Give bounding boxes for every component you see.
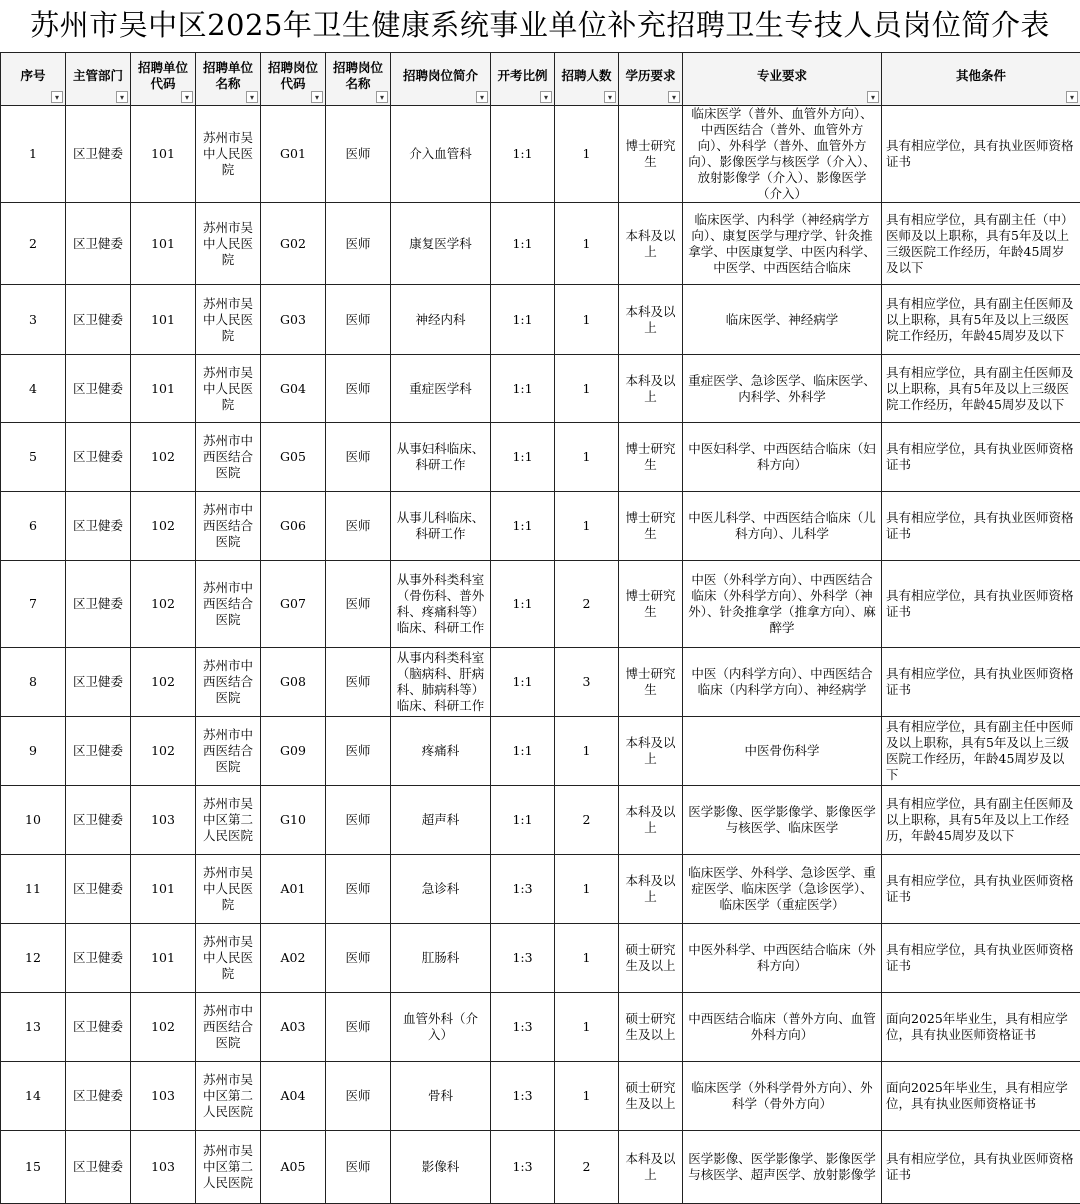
cell-ratio[interactable]: 1:1 bbox=[491, 423, 555, 492]
cell-major[interactable]: 临床医学（外科学骨外方向）、外科学（骨外方向） bbox=[683, 1062, 882, 1131]
cell-post-code[interactable]: G07 bbox=[261, 561, 326, 648]
header-intro bbox=[391, 53, 491, 106]
cell-intro[interactable]: 骨科 bbox=[391, 1062, 491, 1131]
cell-unit-name[interactable]: 苏州市吴中人民医院 bbox=[196, 924, 261, 993]
cell-count[interactable]: 1 bbox=[555, 855, 619, 924]
cell-post-code[interactable]: A01 bbox=[261, 855, 326, 924]
header-row bbox=[1, 53, 1080, 106]
cell-unit-name[interactable]: 苏州市中西医结合医院 bbox=[196, 993, 261, 1062]
cell-other[interactable]: 具有相应学位，具有执业医师资格证书 bbox=[882, 855, 1080, 924]
cell-post-name[interactable]: 医师 bbox=[326, 924, 391, 993]
cell-count[interactable]: 1 bbox=[555, 993, 619, 1062]
header-label: 学历要求 bbox=[623, 68, 678, 84]
cell-unit-name[interactable]: 苏州市中西医结合医院 bbox=[196, 423, 261, 492]
cell-major[interactable]: 中医外科学、中西医结合临床（外科方向） bbox=[683, 924, 882, 993]
cell-post-name[interactable]: 医师 bbox=[326, 1131, 391, 1204]
cell-major[interactable]: 医学影像、医学影像学、影像医学与核医学、临床医学 bbox=[683, 786, 882, 855]
cell-edu[interactable]: 本科及以上 bbox=[619, 1131, 683, 1204]
cell-count[interactable]: 3 bbox=[555, 648, 619, 717]
cell-unit-code[interactable]: 102 bbox=[131, 492, 196, 561]
cell-edu[interactable]: 硕士研究生及以上 bbox=[619, 924, 683, 993]
cell-count[interactable]: 1 bbox=[555, 1062, 619, 1131]
cell-post-code[interactable]: G03 bbox=[261, 285, 326, 355]
cell-major[interactable]: 中医骨伤科学 bbox=[683, 717, 882, 786]
table-row bbox=[1, 492, 1080, 561]
header-label: 招聘岗位简介 bbox=[395, 68, 486, 84]
cell-unit-code[interactable]: 102 bbox=[131, 423, 196, 492]
filter-dropdown-icon[interactable]: ▾ bbox=[116, 91, 128, 103]
cell-other[interactable]: 具有相应学位，具有执业医师资格证书 bbox=[882, 106, 1080, 203]
cell-edu[interactable]: 本科及以上 bbox=[619, 355, 683, 423]
cell-post-name[interactable]: 医师 bbox=[326, 203, 391, 285]
cell-post-name[interactable]: 医师 bbox=[326, 561, 391, 648]
cell-edu[interactable]: 博士研究生 bbox=[619, 492, 683, 561]
cell-no[interactable]: 10 bbox=[1, 786, 66, 855]
cell-no[interactable]: 13 bbox=[1, 993, 66, 1062]
table-row bbox=[1, 355, 1080, 423]
cell-unit-name[interactable]: 苏州市吴中人民医院 bbox=[196, 106, 261, 203]
cell-major[interactable]: 中医（外科学方向）、中西医结合临床（外科学方向）、外科学（神外）、针灸推拿学（推拿方向）、麻醉学 bbox=[683, 561, 882, 648]
table-row bbox=[1, 423, 1080, 492]
cell-post-code[interactable]: G09 bbox=[261, 717, 326, 786]
cell-post-name[interactable]: 医师 bbox=[326, 106, 391, 203]
cell-intro[interactable]: 神经内科 bbox=[391, 285, 491, 355]
table-row bbox=[1, 1131, 1080, 1204]
cell-post-name[interactable]: 医师 bbox=[326, 1062, 391, 1131]
filter-dropdown-icon[interactable]: ▾ bbox=[1066, 91, 1078, 103]
cell-count[interactable]: 2 bbox=[555, 1131, 619, 1204]
header-label: 招聘人数 bbox=[559, 68, 614, 84]
cell-intro[interactable]: 肛肠科 bbox=[391, 924, 491, 993]
cell-no[interactable]: 9 bbox=[1, 717, 66, 786]
header-label: 招聘单位名称 bbox=[200, 60, 256, 92]
cell-post-code[interactable]: G02 bbox=[261, 203, 326, 285]
cell-count[interactable]: 2 bbox=[555, 561, 619, 648]
cell-post-name[interactable]: 医师 bbox=[326, 993, 391, 1062]
header-count bbox=[555, 53, 619, 106]
cell-intro[interactable]: 从事妇科临床、科研工作 bbox=[391, 423, 491, 492]
cell-ratio[interactable]: 1:1 bbox=[491, 106, 555, 203]
recruitment-table bbox=[0, 52, 1080, 1204]
cell-post-code[interactable]: A04 bbox=[261, 1062, 326, 1131]
cell-count[interactable]: 2 bbox=[555, 786, 619, 855]
table-row bbox=[1, 993, 1080, 1062]
cell-other[interactable]: 具有相应学位，具有副主任医师及以上职称，具有5年及以上三级医院工作经历，年龄45周岁及以下 bbox=[882, 355, 1080, 423]
cell-intro[interactable]: 从事儿科临床、科研工作 bbox=[391, 492, 491, 561]
cell-intro[interactable]: 重症医学科 bbox=[391, 355, 491, 423]
cell-other[interactable]: 面向2025年毕业生，具有相应学位，具有执业医师资格证书 bbox=[882, 1062, 1080, 1131]
filter-dropdown-icon[interactable]: ▾ bbox=[51, 91, 63, 103]
cell-intro[interactable]: 影像科 bbox=[391, 1131, 491, 1204]
cell-dept[interactable]: 区卫健委 bbox=[66, 1131, 131, 1204]
cell-major[interactable]: 临床医学、内科学（神经病学方向）、康复医学与理疗学、针灸推拿学、中医康复学、中医内科学、中医学、中西医结合临床 bbox=[683, 203, 882, 285]
filter-dropdown-icon[interactable]: ▾ bbox=[376, 91, 388, 103]
cell-no[interactable]: 15 bbox=[1, 1131, 66, 1204]
cell-unit-name[interactable]: 苏州市中西医结合医院 bbox=[196, 561, 261, 648]
cell-other[interactable]: 具有相应学位，具有执业医师资格证书 bbox=[882, 924, 1080, 993]
cell-unit-code[interactable]: 101 bbox=[131, 355, 196, 423]
cell-post-name[interactable]: 医师 bbox=[326, 855, 391, 924]
cell-dept[interactable]: 区卫健委 bbox=[66, 717, 131, 786]
cell-post-code[interactable]: G05 bbox=[261, 423, 326, 492]
table-row bbox=[1, 924, 1080, 993]
cell-post-code[interactable]: G01 bbox=[261, 106, 326, 203]
cell-major[interactable]: 医学影像、医学影像学、影像医学与核医学、超声医学、放射影像学 bbox=[683, 1131, 882, 1204]
header-unit-name bbox=[196, 53, 261, 106]
table-row bbox=[1, 106, 1080, 203]
cell-other[interactable]: 具有相应学位，具有执业医师资格证书 bbox=[882, 561, 1080, 648]
cell-no[interactable]: 7 bbox=[1, 561, 66, 648]
cell-unit-code[interactable]: 101 bbox=[131, 285, 196, 355]
cell-ratio[interactable]: 1:3 bbox=[491, 855, 555, 924]
cell-unit-name[interactable]: 苏州市吴中人民医院 bbox=[196, 285, 261, 355]
cell-dept[interactable]: 区卫健委 bbox=[66, 355, 131, 423]
cell-major[interactable]: 临床医学、外科学、急诊医学、重症医学、临床医学（急诊医学）、临床医学（重症医学） bbox=[683, 855, 882, 924]
cell-ratio[interactable]: 1:1 bbox=[491, 648, 555, 717]
cell-post-code[interactable]: A02 bbox=[261, 924, 326, 993]
page-title: 苏州市吴中区2025年卫生健康系统事业单位补充招聘卫生专技人员岗位简介表 bbox=[0, 0, 1080, 50]
cell-post-code[interactable]: G10 bbox=[261, 786, 326, 855]
cell-edu[interactable]: 博士研究生 bbox=[619, 561, 683, 648]
cell-other[interactable]: 具有相应学位，具有执业医师资格证书 bbox=[882, 492, 1080, 561]
cell-edu[interactable]: 博士研究生 bbox=[619, 648, 683, 717]
cell-ratio[interactable]: 1:1 bbox=[491, 492, 555, 561]
cell-no[interactable]: 12 bbox=[1, 924, 66, 993]
cell-unit-name[interactable]: 苏州市吴中区第二人民医院 bbox=[196, 1131, 261, 1204]
cell-no[interactable]: 8 bbox=[1, 648, 66, 717]
cell-unit-code[interactable]: 103 bbox=[131, 1062, 196, 1131]
cell-ratio[interactable]: 1:1 bbox=[491, 561, 555, 648]
cell-unit-name[interactable]: 苏州市中西医结合医院 bbox=[196, 492, 261, 561]
cell-dept[interactable]: 区卫健委 bbox=[66, 648, 131, 717]
cell-post-name[interactable]: 医师 bbox=[326, 717, 391, 786]
cell-edu[interactable]: 博士研究生 bbox=[619, 423, 683, 492]
cell-unit-code[interactable]: 103 bbox=[131, 786, 196, 855]
cell-major[interactable]: 中医（内科学方向）、中西医结合临床（内科学方向）、神经病学 bbox=[683, 648, 882, 717]
cell-no[interactable]: 2 bbox=[1, 203, 66, 285]
cell-count[interactable]: 1 bbox=[555, 492, 619, 561]
cell-intro[interactable]: 急诊科 bbox=[391, 855, 491, 924]
cell-dept[interactable]: 区卫健委 bbox=[66, 492, 131, 561]
filter-dropdown-icon[interactable]: ▾ bbox=[246, 91, 258, 103]
cell-no[interactable]: 1 bbox=[1, 106, 66, 203]
filter-dropdown-icon[interactable]: ▾ bbox=[476, 91, 488, 103]
cell-unit-code[interactable]: 101 bbox=[131, 924, 196, 993]
cell-unit-code[interactable]: 102 bbox=[131, 717, 196, 786]
cell-intro[interactable]: 疼痛科 bbox=[391, 717, 491, 786]
table-row bbox=[1, 285, 1080, 355]
header-edu bbox=[619, 53, 683, 106]
filter-dropdown-icon[interactable]: ▾ bbox=[181, 91, 193, 103]
cell-post-name[interactable]: 医师 bbox=[326, 355, 391, 423]
cell-dept[interactable]: 区卫健委 bbox=[66, 203, 131, 285]
header-label: 开考比例 bbox=[495, 68, 550, 84]
cell-count[interactable]: 1 bbox=[555, 355, 619, 423]
table-row bbox=[1, 561, 1080, 648]
cell-other[interactable]: 具有相应学位，具有副主任中医师及以上职称，具有5年及以上三级医院工作经历，年龄45周岁及以下 bbox=[882, 717, 1080, 786]
cell-dept[interactable]: 区卫健委 bbox=[66, 786, 131, 855]
cell-other[interactable]: 具有相应学位，具有副主任医师及以上职称，具有5年及以上工作经历，年龄45周岁及以下 bbox=[882, 786, 1080, 855]
cell-no[interactable]: 14 bbox=[1, 1062, 66, 1131]
cell-other[interactable]: 具有相应学位，具有副主任（中）医师及以上职称，具有5年及以上三级医院工作经历，年龄45周岁及以下 bbox=[882, 203, 1080, 285]
header-label: 招聘岗位代码 bbox=[265, 60, 321, 92]
table-row bbox=[1, 855, 1080, 924]
header-label: 招聘岗位名称 bbox=[330, 60, 386, 92]
cell-other[interactable]: 具有相应学位，具有执业医师资格证书 bbox=[882, 1131, 1080, 1204]
cell-edu[interactable]: 本科及以上 bbox=[619, 786, 683, 855]
table-row bbox=[1, 203, 1080, 285]
cell-edu[interactable]: 本科及以上 bbox=[619, 717, 683, 786]
cell-intro[interactable]: 康复医学科 bbox=[391, 203, 491, 285]
header-ratio bbox=[491, 53, 555, 106]
cell-post-name[interactable]: 医师 bbox=[326, 786, 391, 855]
filter-dropdown-icon[interactable]: ▾ bbox=[668, 91, 680, 103]
cell-count[interactable]: 1 bbox=[555, 717, 619, 786]
cell-unit-code[interactable]: 101 bbox=[131, 203, 196, 285]
cell-count[interactable]: 1 bbox=[555, 203, 619, 285]
cell-post-code[interactable]: G08 bbox=[261, 648, 326, 717]
cell-other[interactable]: 面向2025年毕业生，具有相应学位，具有执业医师资格证书 bbox=[882, 993, 1080, 1062]
cell-ratio[interactable]: 1:3 bbox=[491, 993, 555, 1062]
cell-edu[interactable]: 本科及以上 bbox=[619, 855, 683, 924]
table-row bbox=[1, 786, 1080, 855]
cell-edu[interactable]: 本科及以上 bbox=[619, 285, 683, 355]
table-row bbox=[1, 1062, 1080, 1131]
cell-count[interactable]: 1 bbox=[555, 285, 619, 355]
cell-no[interactable]: 11 bbox=[1, 855, 66, 924]
cell-other[interactable]: 具有相应学位，具有执业医师资格证书 bbox=[882, 648, 1080, 717]
cell-unit-code[interactable]: 101 bbox=[131, 106, 196, 203]
cell-edu[interactable]: 博士研究生 bbox=[619, 106, 683, 203]
cell-ratio[interactable]: 1:1 bbox=[491, 786, 555, 855]
cell-dept[interactable]: 区卫健委 bbox=[66, 924, 131, 993]
cell-post-name[interactable]: 医师 bbox=[326, 285, 391, 355]
cell-edu[interactable]: 本科及以上 bbox=[619, 203, 683, 285]
cell-count[interactable]: 1 bbox=[555, 106, 619, 203]
cell-no[interactable]: 5 bbox=[1, 423, 66, 492]
cell-intro[interactable]: 血管外科（介入） bbox=[391, 993, 491, 1062]
cell-major[interactable]: 临床医学（普外、血管外方向）、中西医结合（普外、血管外方向）、外科学（普外、血管外方向）、影像医学与核医学（介入）、放射影像学（介入）、影像医学（介入） bbox=[683, 106, 882, 203]
cell-major[interactable]: 中医儿科学、中西医结合临床（儿科方向）、儿科学 bbox=[683, 492, 882, 561]
cell-post-name[interactable]: 医师 bbox=[326, 492, 391, 561]
cell-post-name[interactable]: 医师 bbox=[326, 423, 391, 492]
cell-ratio[interactable]: 1:1 bbox=[491, 285, 555, 355]
cell-ratio[interactable]: 1:3 bbox=[491, 1062, 555, 1131]
cell-dept[interactable]: 区卫健委 bbox=[66, 106, 131, 203]
header-label: 序号 bbox=[5, 68, 61, 84]
cell-edu[interactable]: 硕士研究生及以上 bbox=[619, 993, 683, 1062]
cell-dept[interactable]: 区卫健委 bbox=[66, 855, 131, 924]
cell-intro[interactable]: 从事内科类科室（脑病科、肝病科、肺病科等）临床、科研工作 bbox=[391, 648, 491, 717]
cell-major[interactable]: 重症医学、急诊医学、临床医学、内科学、外科学 bbox=[683, 355, 882, 423]
cell-ratio[interactable]: 1:1 bbox=[491, 717, 555, 786]
cell-dept[interactable]: 区卫健委 bbox=[66, 423, 131, 492]
cell-unit-code[interactable]: 102 bbox=[131, 993, 196, 1062]
cell-ratio[interactable]: 1:3 bbox=[491, 1131, 555, 1204]
header-label: 招聘单位代码 bbox=[135, 60, 191, 92]
cell-count[interactable]: 1 bbox=[555, 924, 619, 993]
filter-dropdown-icon[interactable]: ▾ bbox=[867, 91, 879, 103]
cell-unit-name[interactable]: 苏州市吴中区第二人民医院 bbox=[196, 1062, 261, 1131]
cell-major[interactable]: 临床医学、神经病学 bbox=[683, 285, 882, 355]
cell-unit-code[interactable]: 103 bbox=[131, 1131, 196, 1204]
cell-unit-name[interactable]: 苏州市吴中人民医院 bbox=[196, 855, 261, 924]
filter-dropdown-icon[interactable]: ▾ bbox=[540, 91, 552, 103]
header-label: 其他条件 bbox=[886, 68, 1076, 84]
cell-no[interactable]: 4 bbox=[1, 355, 66, 423]
table-row bbox=[1, 717, 1080, 786]
cell-major[interactable]: 中医妇科学、中西医结合临床（妇科方向） bbox=[683, 423, 882, 492]
cell-intro[interactable]: 从事外科类科室（骨伤科、普外科、疼痛科等）临床、科研工作 bbox=[391, 561, 491, 648]
cell-major[interactable]: 中西医结合临床（普外方向、血管外科方向） bbox=[683, 993, 882, 1062]
cell-unit-code[interactable]: 102 bbox=[131, 561, 196, 648]
cell-unit-name[interactable]: 苏州市中西医结合医院 bbox=[196, 648, 261, 717]
cell-unit-name[interactable]: 苏州市吴中人民医院 bbox=[196, 203, 261, 285]
cell-unit-code[interactable]: 101 bbox=[131, 855, 196, 924]
cell-no[interactable]: 6 bbox=[1, 492, 66, 561]
header-no bbox=[1, 53, 66, 106]
cell-dept[interactable]: 区卫健委 bbox=[66, 1062, 131, 1131]
header-dept bbox=[66, 53, 131, 106]
cell-unit-name[interactable]: 苏州市吴中人民医院 bbox=[196, 355, 261, 423]
header-unit-code bbox=[131, 53, 196, 106]
cell-dept[interactable]: 区卫健委 bbox=[66, 285, 131, 355]
cell-post-code[interactable]: A05 bbox=[261, 1131, 326, 1204]
cell-edu[interactable]: 硕士研究生及以上 bbox=[619, 1062, 683, 1131]
cell-intro[interactable]: 介入血管科 bbox=[391, 106, 491, 203]
cell-ratio[interactable]: 1:1 bbox=[491, 203, 555, 285]
filter-dropdown-icon[interactable]: ▾ bbox=[604, 91, 616, 103]
cell-count[interactable]: 1 bbox=[555, 423, 619, 492]
cell-dept[interactable]: 区卫健委 bbox=[66, 993, 131, 1062]
cell-other[interactable]: 具有相应学位，具有执业医师资格证书 bbox=[882, 423, 1080, 492]
header-major bbox=[683, 53, 882, 106]
cell-post-code[interactable]: A03 bbox=[261, 993, 326, 1062]
cell-unit-name[interactable]: 苏州市中西医结合医院 bbox=[196, 717, 261, 786]
table-row bbox=[1, 648, 1080, 717]
header-post-code bbox=[261, 53, 326, 106]
filter-dropdown-icon[interactable]: ▾ bbox=[311, 91, 323, 103]
cell-no[interactable]: 3 bbox=[1, 285, 66, 355]
cell-intro[interactable]: 超声科 bbox=[391, 786, 491, 855]
header-post-name bbox=[326, 53, 391, 106]
cell-ratio[interactable]: 1:1 bbox=[491, 355, 555, 423]
header-label: 专业要求 bbox=[687, 68, 877, 84]
cell-unit-code[interactable]: 102 bbox=[131, 648, 196, 717]
cell-ratio[interactable]: 1:3 bbox=[491, 924, 555, 993]
cell-post-code[interactable]: G06 bbox=[261, 492, 326, 561]
cell-unit-name[interactable]: 苏州市吴中区第二人民医院 bbox=[196, 786, 261, 855]
cell-post-code[interactable]: G04 bbox=[261, 355, 326, 423]
cell-dept[interactable]: 区卫健委 bbox=[66, 561, 131, 648]
cell-post-name[interactable]: 医师 bbox=[326, 648, 391, 717]
header-other bbox=[882, 53, 1080, 106]
cell-other[interactable]: 具有相应学位，具有副主任医师及以上职称，具有5年及以上三级医院工作经历，年龄45周岁及以下 bbox=[882, 285, 1080, 355]
header-label: 主管部门 bbox=[70, 68, 126, 84]
